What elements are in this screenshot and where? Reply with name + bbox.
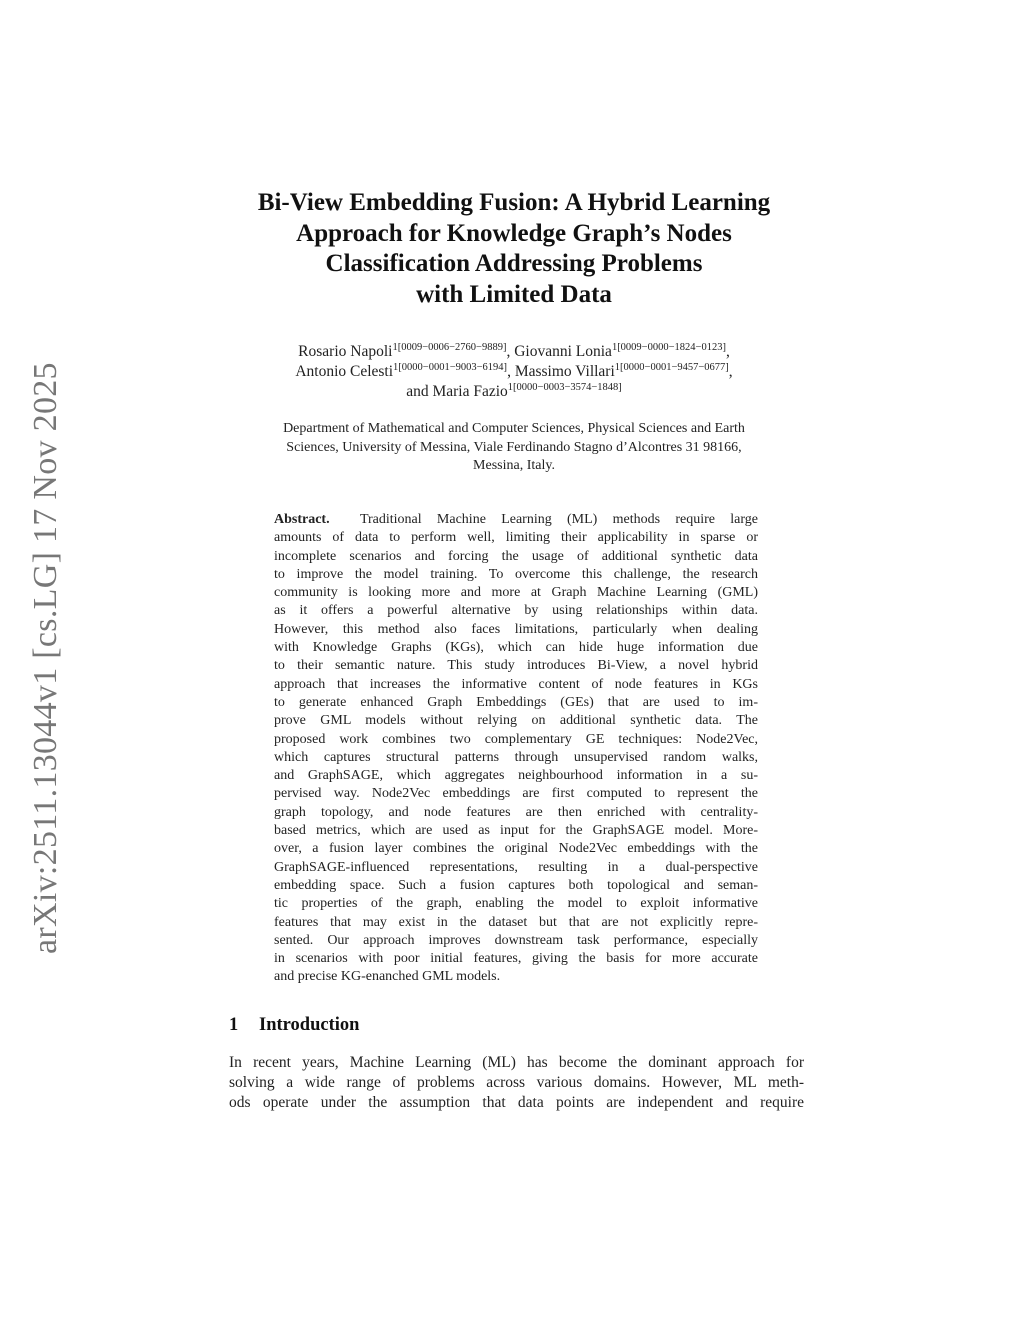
abstract-line: as it offers a powerful alternative by using relationships within data.	[274, 603, 758, 619]
abstract-line: embedding space. Such a fusion captures both topological and seman-	[274, 877, 758, 893]
author-orcid: 1[0009−0000−1824−0123]	[611, 342, 726, 353]
body-line: solving a wide range of problems across various domains. However, ML meth-	[229, 1074, 804, 1091]
abstract-line: tic properties of the graph, enabling the model to exploit informative	[274, 896, 758, 912]
author-orcid: 1[0000−0001−9003−6194]	[393, 362, 508, 373]
affiliation-line: Messina, Italy.	[473, 458, 555, 473]
abstract-line: community is looking more and more at Graph Machine Learning (GML)	[274, 585, 758, 601]
abstract-line: pervised way. Node2Vec embeddings are first computed to represent the	[274, 786, 758, 802]
section-heading	[229, 1015, 359, 1036]
abstract-line: GraphSAGE-influenced representations, resulting in a dual-perspective	[274, 859, 758, 875]
title-line: Bi-View Embedding Fusion: A Hybrid Learning	[257, 189, 771, 216]
abstract-line: and precise KG-enanched GML models.	[274, 969, 501, 985]
author-line	[200, 362, 828, 382]
section-title: Introduction	[259, 1015, 360, 1035]
arxiv-identifier: arXiv:2511.13044v1 [cs.LG] 17 Nov 2025	[27, 362, 64, 954]
author-name: Antonio Celesti	[295, 363, 394, 380]
paper-title	[200, 188, 828, 310]
body-line: In recent years, Machine Learning (ML) has become the dominant approach for	[229, 1054, 804, 1071]
abstract-line: in scenarios with poor initial features, giving the basis for more accurate	[274, 951, 758, 967]
abstract-line: to improve the model training. To overcome this challenge, the research	[274, 566, 758, 582]
author-name: Giovanni Lonia	[514, 343, 612, 360]
abstract-line: approach that increases the informative content of node features in KGs	[274, 676, 758, 692]
abstract-line: features that may exist in the dataset but that are not explicitly repre-	[274, 914, 758, 930]
affiliation-line: Department of Mathematical and Computer Sciences, Physical Sciences and Earth	[283, 421, 745, 436]
abstract-line: However, this method also faces limitations, particularly when dealing	[274, 621, 758, 637]
author-list	[200, 342, 828, 402]
author-orcid: 1[0009−0006−2760−9889]	[392, 342, 507, 353]
author-orcid: 1[0000−0001−9457−0677]	[614, 362, 729, 373]
abstract-line: prove GML models without relying on additional synthetic data. The	[274, 713, 758, 729]
abstract-line: based metrics, which are used as input for the GraphSAGE model. More-	[274, 823, 758, 839]
abstract-line: incomplete scenarios and forcing the usage of additional synthetic data	[274, 548, 758, 564]
abstract-line: which captures structural patterns through unsupervised random walks,	[274, 749, 758, 765]
abstract-text: Traditional Machine Learning (ML) methods require large	[359, 512, 759, 527]
title-line: Classification Addressing Problems	[325, 250, 703, 277]
abstract-line: to generate enhanced Graph Embeddings (GEs) that are used to im-	[274, 694, 758, 710]
abstract-line: and GraphSAGE, which aggregates neighbourhood information in a su-	[274, 768, 758, 784]
abstract	[274, 511, 758, 987]
abstract-line: amounts of data to perform well, limiting their applicability in sparse or	[274, 530, 758, 546]
author-separator: ,	[506, 343, 515, 360]
author-line	[200, 342, 828, 362]
affiliation-line: Sciences, University of Messina, Viale Ferdinando Stagno d’Alcontres 31 98166,	[286, 439, 742, 455]
author-name: Massimo Villari	[514, 363, 615, 380]
abstract-line: proposed work combines two complementary GE techniques: Node2Vec,	[274, 731, 758, 747]
section-number: 1	[229, 1015, 239, 1035]
abstract-line: graph topology, and node features are then enriched with centrality-	[274, 804, 758, 820]
title-line: Approach for Knowledge Graph’s Nodes	[296, 219, 732, 247]
abstract-line: with Knowledge Graphs (KGs), which can hide huge information due	[274, 640, 758, 656]
author-separator: ,	[728, 363, 733, 380]
author-name: Rosario Napoli	[298, 343, 393, 360]
author-separator: ,	[725, 343, 730, 360]
title-line: with Limited Data	[416, 280, 612, 308]
abstract-line: over, a fusion layer combines the original Node2Vec embeddings with the	[274, 841, 758, 857]
abstract-line	[274, 511, 758, 529]
affiliation	[218, 420, 810, 476]
author-name: and Maria Fazio	[406, 383, 508, 400]
abstract-label: Abstract.	[274, 512, 330, 527]
author-line	[200, 382, 828, 402]
abstract-line: sented. Our approach improves downstream task performance, especially	[274, 932, 758, 948]
introduction-body	[229, 1053, 804, 1113]
abstract-line: to their semantic nature. This study introduces Bi-View, a novel hybrid	[274, 658, 758, 674]
author-separator: ,	[507, 363, 515, 380]
body-line: ods operate under the assumption that data points are independent and require	[229, 1094, 804, 1111]
author-orcid: 1[0000−0003−3574−1848]	[507, 382, 622, 393]
